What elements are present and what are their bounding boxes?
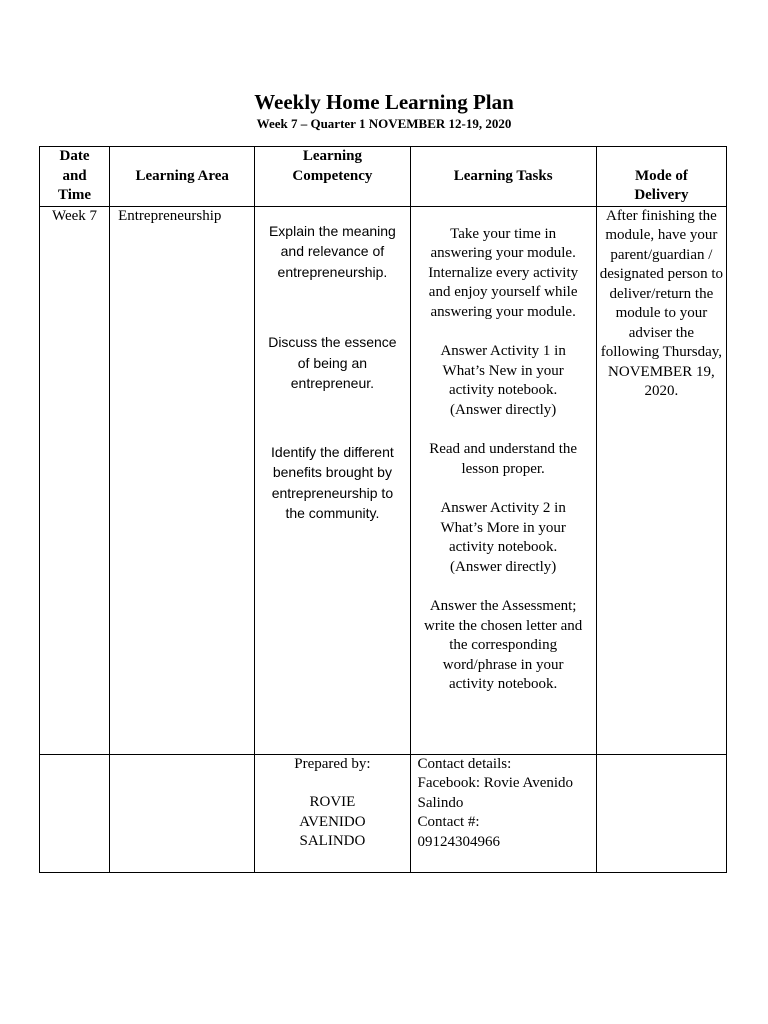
table-header-row [40,147,727,207]
header-learning-tasks: Learning Tasks [410,147,596,207]
week-cell: Week 7 [40,206,110,754]
empty-cell [596,754,726,872]
header-learning-area: Learning Area [110,147,255,207]
document-subtitle: Week 7 – Quarter 1 NOVEMBER 12-19, 2020 [256,116,512,131]
task-item: Answer Activity 1 in What’s New in your activity notebook. (Answer directly) [440,343,566,418]
facebook-text: Facebook: Rovie Avenido Salindo [417,775,574,811]
competency-item: Discuss the essence of being an entrepreneur. [268,334,397,391]
competency-cell [255,206,410,754]
header-learning-competency: Learning Competency [255,147,410,207]
task-item: Answer Activity 2 in What’s More in your activity notebook. (Answer directly) [440,500,566,575]
tasks-cell [410,206,596,754]
table-row [40,754,727,872]
header-mode-of-delivery: Mode of Delivery [596,147,726,207]
competency-item: Explain the meaning and relevance of entrepreneurship. [268,222,396,280]
prepared-by-label: Prepared by: [294,755,371,772]
contact-cell [410,754,596,872]
contact-number-label: Contact #: [417,814,480,830]
task-item: Read and understand the lesson proper. [429,441,578,477]
header-date-time: Date and Time [40,147,110,207]
document-title: Weekly Home Learning Plan [254,90,514,114]
table-row [40,206,727,754]
task-item: Take your time in answering your module. Internalize every activity and enjoy yourself while answering your module. [428,225,579,320]
contact-number: 09124304966 [417,833,501,850]
contact-label: Contact details: [417,755,512,772]
prepared-by-cell [255,754,410,872]
delivery-cell: After finishing the module, have your parent/guardian / designated person to deliver/return the module to your adviser the following Thursday, NOVEMBER 19, 2020. [596,206,726,754]
task-item: Answer the Assessment; write the chosen letter and the corresponding word/phrase in your activity notebook. [424,598,583,692]
learning-area-cell: Entrepreneurship [110,206,255,754]
learning-plan-table [39,146,727,873]
prepared-by-name: ROVIE AVENIDO SALINDO [299,794,366,849]
competency-item: Identify the different benefits brought by entrepreneurship to the community. [271,443,394,521]
empty-cell [40,754,110,872]
empty-cell [110,754,255,872]
